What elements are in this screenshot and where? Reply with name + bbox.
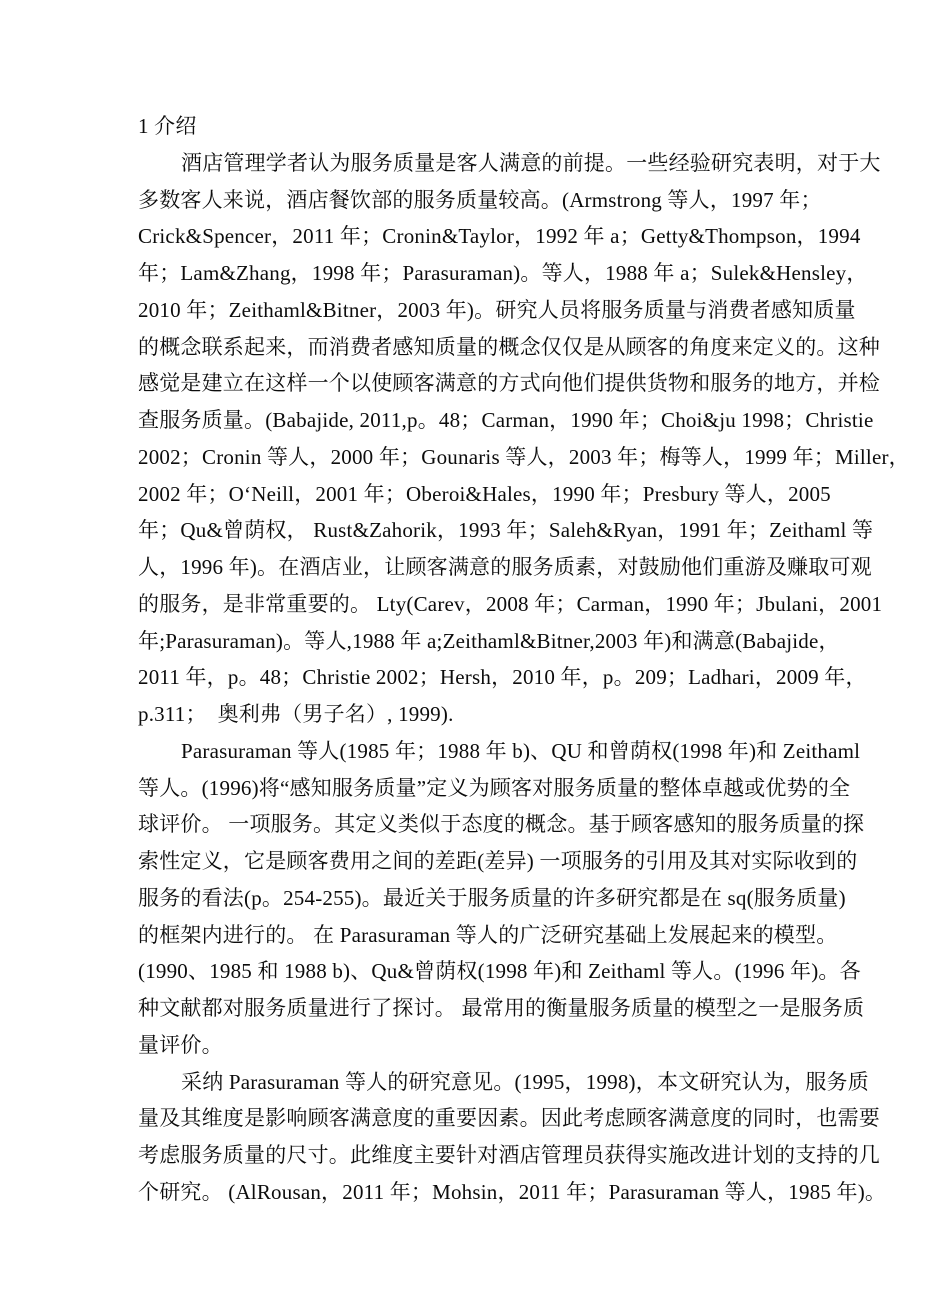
- text-line: 查服务质量。(Babajide, 2011,p。48；Carman，1990 年；Choi&ju 1998；Christie: [138, 408, 874, 432]
- text-line: 服务的看法(p。254-255)。最近关于服务质量的许多研究都是在 sq(服务质量): [138, 885, 846, 910]
- text-line: 2011 年，p。48；Christie 2002；Hersh，2010 年，p。209；Ladhari，2009 年，: [138, 665, 867, 690]
- text-line: 年；Lam&Zhang，1998 年；Parasuraman)。等人，1988 年 a；Sulek&Hensley，: [138, 261, 868, 285]
- text-line: 等人。(1996)将“感知服务质量”定义为顾客对服务质量的整体卓越或优势的全: [138, 775, 851, 800]
- text-line: (1990、1985 和 1988 b)、Qu&曾荫权(1998 年)和 Zeithaml 等人。(1996 年)。各: [138, 959, 861, 984]
- text-line: 种文献都对服务质量进行了探讨。 最常用的衡量服务质量的模型之一是服务质: [138, 996, 865, 1020]
- text-line: Crick&Spencer，2011 年；Cronin&Taylor，1992 年 a；Getty&Thompson，1994: [138, 224, 861, 249]
- text-line: 球评价。 一项服务。其定义类似于态度的概念。基于顾客感知的服务质量的探: [138, 812, 865, 837]
- text-line: 2002 年；O‘Neill，2001 年；Oberoi&Hales，1990 年；Presbury 等人，2005: [138, 481, 831, 506]
- text-line: 2002；Cronin 等人，2000 年；Gounaris 等人，2003 年；梅等人，1999 年；Miller，: [138, 444, 910, 469]
- text-line: 的框架内进行的。 在 Parasuraman 等人的广泛研究基础上发展起来的模型。: [138, 922, 838, 947]
- text-line: p.311； 奥利弗（男子名）, 1999).: [138, 702, 454, 726]
- section-heading: 1 介绍: [138, 114, 197, 138]
- text-line: 2010 年；Zeithaml&Bitner，2003 年)。研究人员将服务质量与消费者感知质量: [138, 297, 856, 322]
- text-line: Parasuraman 等人(1985 年；1988 年 b)、QU 和曾荫权(1998 年)和 Zeithaml: [181, 738, 861, 763]
- text-line: 多数客人来说，酒店餐饮部的服务质量较高。(Armstrong 等人，1997 年；: [138, 187, 822, 212]
- text-line: 采纳 Parasuraman 等人的研究意见。(1995，1998)，本文研究认为，服务质: [181, 1069, 869, 1094]
- text-line: 索性定义，它是顾客费用之间的差距(差异) 一项服务的引用及其对实际收到的: [138, 849, 858, 873]
- document-body: [138, 108, 910, 1211]
- text-line: 量评价。: [138, 1032, 223, 1057]
- text-line: 年;Parasuraman)。等人,1988 年 a;Zeithaml&Bitner,2003 年)和满意(Babajide，: [138, 628, 840, 653]
- text-line: 量及其维度是影响顾客满意度的重要因素。因此考虑顾客满意度的同时，也需要: [138, 1106, 880, 1131]
- text-line: 个研究。 (AlRousan，2011 年；Mohsin，2011 年；Parasuraman 等人，1985 年)。: [138, 1179, 887, 1204]
- text-line: 感觉是建立在这样一个以使顾客满意的方式向他们提供货物和服务的地方，并检: [138, 371, 880, 396]
- text-line: 人，1996 年)。在酒店业，让顾客满意的服务质素，对鼓励他们重游及赚取可观: [138, 555, 872, 579]
- text-line: 考虑服务质量的尺寸。此维度主要针对酒店管理员获得实施改进计划的支持的几: [138, 1143, 880, 1167]
- text-line: 的概念联系起来，而消费者感知质量的概念仅仅是从顾客的角度来定义的。这种: [138, 334, 880, 359]
- text-line: 年；Qu&曾荫权， Rust&Zahorik，1993 年；Saleh&Ryan，1991 年；Zeithaml 等: [138, 518, 874, 543]
- text-line: 的服务，是非常重要的。 Lty(Carev，2008 年；Carman，1990 年；Jbulani，2001: [138, 591, 883, 616]
- text-line: 酒店管理学者认为服务质量是客人满意的前提。一些经验研究表明，对于大: [181, 150, 881, 175]
